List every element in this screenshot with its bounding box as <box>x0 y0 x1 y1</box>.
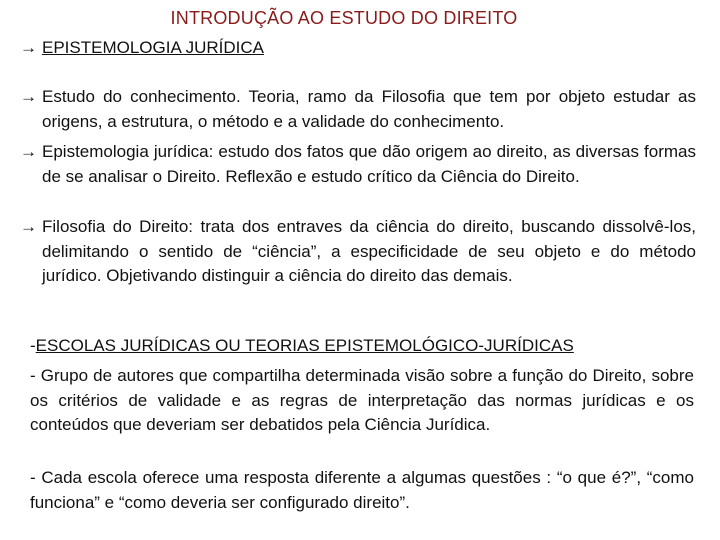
arrow-right-icon: → <box>20 87 37 106</box>
heading-epistemologia <box>20 36 696 61</box>
list-item <box>20 85 696 134</box>
bullet-text: Estudo do conhecimento. Teoria, ramo da Filosofia que tem por objeto estudar as origens, a estrutura, o método e a validade do conhecimento. <box>42 87 696 131</box>
arrow-right-icon: → <box>20 217 37 236</box>
arrow-right-icon: → <box>20 38 37 57</box>
section-heading: ESCOLAS JURÍDICAS OU TEORIAS EPISTEMOLÓGICO-JURÍDICAS <box>35 336 574 355</box>
section-heading: EPISTEMOLOGIA JURÍDICA <box>42 38 264 57</box>
heading-prefix: - <box>30 336 36 355</box>
list-item <box>20 140 696 189</box>
bullet-text: Epistemologia jurídica: estudo dos fatos que dão origem ao direito, as diversas formas de se analisar o Direito. Reflexão e estudo crítico da Ciência do Direito. <box>42 142 696 186</box>
bullet-text: Filosofia do Direito: trata dos entraves da ciência do direito, buscando dissolvê-los, delimitando o sentido de “ciência”, a especificidade de seu objeto e do método jurídico. Objetivando distinguir a ciência do direito das demais. <box>42 217 696 285</box>
page-title: INTRODUÇÃO AO ESTUDO DO DIREITO <box>170 8 518 28</box>
list-item <box>20 215 696 289</box>
section2-heading-line <box>30 334 694 359</box>
paragraph: - Grupo de autores que compartilha determinada visão sobre a função do Direito, sobre os critérios de validade e as regras de interpretação das normas jurídicas e os conteúdos que deveriam ser debatidos pela Ciência Jurídica. <box>30 366 694 434</box>
paragraph: - Cada escola oferece uma resposta diferente a algumas questões : “o que é?”, “como funciona” e “como deveria ser configurado direito”. <box>30 468 694 512</box>
arrow-right-icon: → <box>20 142 37 161</box>
